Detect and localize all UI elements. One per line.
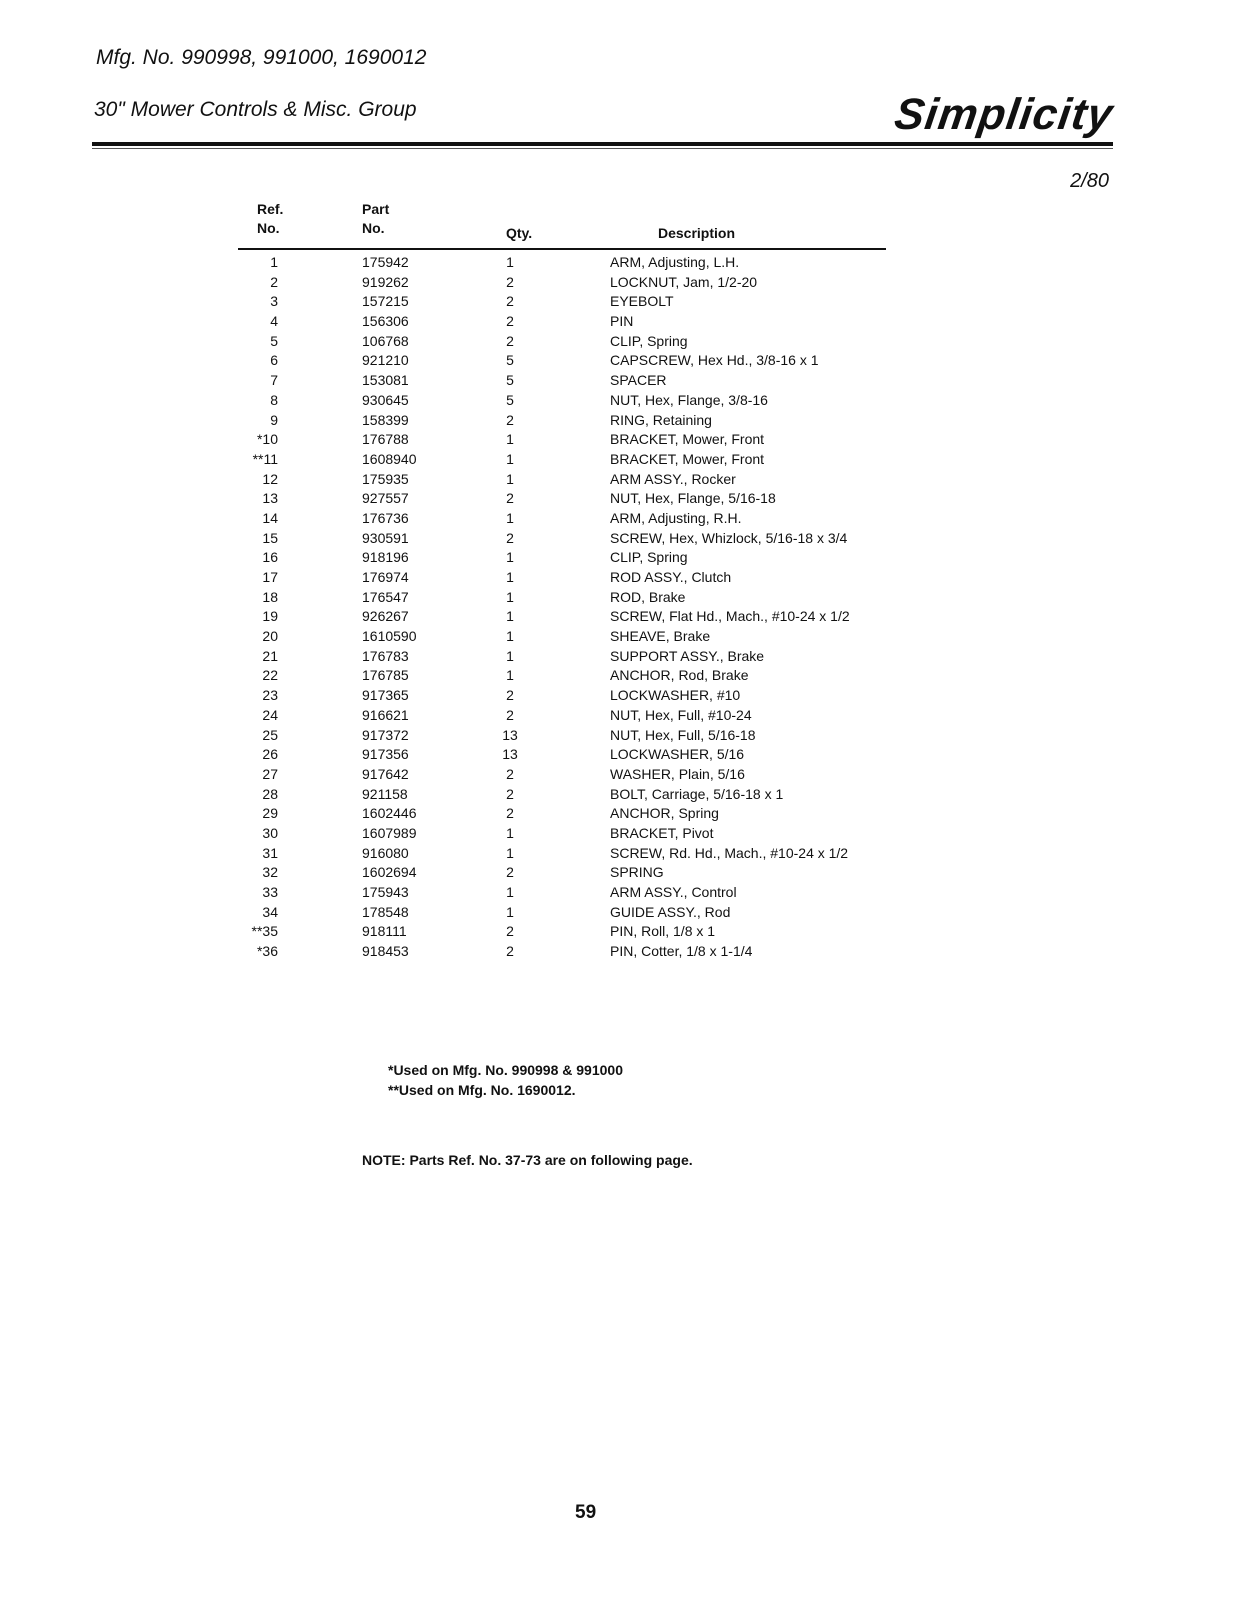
col-ref-line1: Ref. [257,201,284,217]
row-qty: 1 [506,588,514,605]
row-ref: 20 [262,628,278,645]
row-ref: 34 [262,903,278,920]
row-description: SCREW, Rd. Hd., Mach., #10-24 x 1/2 [610,844,849,861]
row-qty: 1 [506,844,514,861]
row-description: SPRING [610,864,664,881]
row-part-no: 917356 [362,746,409,763]
row-qty: 2 [506,332,514,349]
table-row [0,942,1237,962]
row-description: ARM, Adjusting, L.H. [610,254,740,270]
table-row [0,785,1237,805]
table-row [0,804,1237,824]
row-qty: 2 [506,923,514,940]
table-row [0,765,1237,785]
header-rule [92,142,1113,146]
row-qty: 1 [506,569,514,585]
col-ref-header [257,200,283,238]
col-part-line2: No. [362,220,385,236]
col-ref-line2: No. [257,220,280,236]
row-part-no: 926267 [362,608,409,625]
row-part-no: 919262 [362,273,409,290]
row-description: NUT, Hex, Full, #10-24 [610,706,752,723]
row-ref: *36 [256,943,278,960]
row-description: CLIP, Spring [610,332,688,349]
row-part-no: 176974 [362,569,409,585]
row-qty: 1 [506,884,514,900]
row-ref: 27 [262,765,278,782]
col-part-line1: Part [362,201,390,217]
table-row [0,607,1237,627]
table-row [0,450,1237,470]
row-ref: 23 [262,687,278,704]
row-qty: 2 [506,687,514,704]
table-row [0,529,1237,549]
row-description: GUIDE ASSY., Rod [610,903,731,920]
row-part-no: 917372 [362,726,409,743]
row-description: PIN [610,313,634,330]
row-description: WASHER, Plain, 5/16 [610,765,745,782]
row-description: ANCHOR, Rod, Brake [610,667,749,684]
table-row [0,332,1237,352]
row-qty: 1 [506,254,514,270]
row-description: LOCKWASHER, 5/16 [610,746,745,763]
row-qty: 2 [506,765,514,782]
row-description: ARM ASSY., Control [610,884,737,900]
table-row [0,647,1237,667]
row-description: CAPSCREW, Hex Hd., 3/8-16 x 1 [610,352,819,369]
row-part-no: 1602694 [362,864,417,881]
row-part-no: 1602446 [362,805,417,822]
row-ref: 28 [262,785,278,802]
row-ref: 24 [262,706,278,723]
table-row [0,391,1237,411]
row-qty: 1 [506,628,514,645]
footnote-single-star: *Used on Mfg. No. 990998 & 991000 [388,1062,623,1078]
table-row [0,666,1237,686]
row-ref: 31 [262,844,278,861]
row-ref: 12 [262,470,278,487]
row-qty: 2 [506,411,514,428]
row-qty: 1 [506,509,514,526]
table-row [0,568,1237,588]
table-row [0,745,1237,765]
row-description: BRACKET, Mower, Front [610,450,765,467]
row-part-no: 917365 [362,687,409,704]
row-qty: 2 [506,313,514,330]
row-qty: 2 [506,706,514,723]
row-ref: **11 [252,450,278,467]
revision-date: 2/80 [1070,170,1109,192]
row-part-no: 930645 [362,391,409,408]
table-row [0,351,1237,371]
row-ref: 4 [270,313,278,330]
row-ref: 32 [262,864,278,881]
row-description: BOLT, Carriage, 5/16-18 x 1 [610,785,784,802]
table-row [0,706,1237,726]
row-part-no: 927557 [362,490,409,507]
row-ref: 1 [270,254,278,270]
row-part-no: 176785 [362,667,409,684]
row-description: PIN, Roll, 1/8 x 1 [610,923,716,940]
row-description: SPACER [610,372,667,389]
row-description: CLIP, Spring [610,549,688,566]
row-ref: 22 [262,667,278,684]
row-qty: 5 [506,352,514,369]
row-part-no: 106768 [362,332,409,349]
table-row [0,312,1237,332]
table-row [0,253,1237,273]
row-ref: 15 [262,529,278,546]
row-ref: 26 [262,746,278,763]
row-part-no: 176783 [362,647,409,664]
row-ref: 9 [270,411,278,428]
row-part-no: 918453 [362,943,409,960]
row-ref: 5 [270,332,278,349]
footnote-double-star: **Used on Mfg. No. 1690012. [388,1082,576,1098]
row-qty: 2 [506,273,514,290]
table-row [0,588,1237,608]
row-part-no: 916080 [362,844,409,861]
row-part-no: 916621 [362,706,409,723]
row-ref: 3 [270,293,278,310]
table-row [0,273,1237,293]
group-title: 30" Mower Controls & Misc. Group [94,98,417,121]
table-row [0,922,1237,942]
row-part-no: 158399 [362,411,409,428]
row-qty: 2 [506,864,514,881]
row-description: ROD, Brake [610,588,686,605]
row-qty: 1 [506,824,514,841]
table-row [0,883,1237,903]
row-ref: 14 [262,509,278,526]
row-qty: 1 [506,549,514,566]
row-ref: *10 [256,431,278,448]
table-row [0,371,1237,391]
table-row [0,844,1237,864]
row-ref: 6 [270,352,278,369]
table-row [0,470,1237,490]
row-ref: 17 [262,569,278,585]
row-part-no: 1607989 [362,824,417,841]
col-qty-header: Qty. [506,225,533,241]
row-qty: 1 [506,667,514,684]
table-row [0,863,1237,883]
row-part-no: 918111 [362,923,407,940]
row-part-no: 1608940 [362,450,417,467]
row-qty: 5 [506,372,514,389]
row-description: ANCHOR, Spring [610,805,719,822]
table-row [0,726,1237,746]
continuation-note: NOTE: Parts Ref. No. 37-73 are on following page. [362,1152,693,1168]
table-row [0,411,1237,431]
row-ref: 30 [262,824,278,841]
table-row [0,548,1237,568]
parts-table-body [0,253,1237,962]
mfg-numbers: Mfg. No. 990998, 991000, 1690012 [96,46,427,69]
row-qty: 2 [506,490,514,507]
row-qty: 2 [506,529,514,546]
table-row [0,509,1237,529]
row-qty: 2 [506,943,514,960]
row-description: NUT, Hex, Flange, 5/16-18 [610,490,776,507]
row-part-no: 178548 [362,903,409,920]
row-ref: 19 [262,608,278,625]
col-part-header [362,200,389,238]
row-ref: 16 [262,549,278,566]
row-part-no: 1610590 [362,628,417,645]
row-part-no: 175943 [362,884,409,900]
row-part-no: 176736 [362,509,409,526]
row-ref: 13 [262,490,278,507]
row-ref: 2 [270,273,278,290]
row-description: SHEAVE, Brake [610,628,711,645]
row-description: BRACKET, Pivot [610,824,714,841]
row-qty: 1 [506,647,514,664]
row-description: NUT, Hex, Flange, 3/8-16 [610,391,768,408]
row-part-no: 156306 [362,313,409,330]
row-part-no: 175935 [362,470,409,487]
header-rule-thin [92,148,1113,149]
row-part-no: 157215 [362,293,409,310]
row-qty: 2 [506,785,514,802]
row-description: PIN, Cotter, 1/8 x 1-1/4 [610,943,753,960]
row-part-no: 930591 [362,529,409,546]
row-qty: 1 [506,431,514,448]
row-part-no: 175942 [362,254,409,270]
row-qty: 2 [506,293,514,310]
table-row [0,824,1237,844]
row-description: LOCKNUT, Jam, 1/2-20 [610,273,758,290]
parts-table-header [0,200,1237,248]
row-part-no: 176788 [362,431,409,448]
row-qty: 1 [506,470,514,487]
row-description: BRACKET, Mower, Front [610,431,765,448]
row-ref: **35 [251,923,278,940]
row-ref: 33 [262,884,278,900]
row-part-no: 176547 [362,588,409,605]
table-row [0,903,1237,923]
row-description: ARM ASSY., Rocker [610,470,736,487]
row-qty: 13 [502,746,518,763]
table-row [0,686,1237,706]
row-qty: 5 [506,391,514,408]
row-description: ARM, Adjusting, R.H. [610,509,742,526]
row-part-no: 921210 [362,352,409,369]
row-qty: 1 [506,608,514,625]
table-row [0,489,1237,509]
row-qty: 1 [506,903,514,920]
row-ref: 8 [270,391,278,408]
row-qty: 1 [506,450,514,467]
row-description: SCREW, Flat Hd., Mach., #10-24 x 1/2 [610,608,850,625]
row-description: NUT, Hex, Full, 5/16-18 [610,726,756,743]
row-ref: 18 [262,588,278,605]
table-header-rule [238,248,886,250]
row-description: SCREW, Hex, Whizlock, 5/16-18 x 3/4 [610,529,848,546]
row-part-no: 153081 [362,372,409,389]
row-qty: 2 [506,805,514,822]
row-description: RING, Retaining [610,411,712,428]
row-part-no: 917642 [362,765,409,782]
row-part-no: 918196 [362,549,409,566]
row-qty: 13 [502,726,518,743]
row-ref: 25 [262,726,278,743]
row-description: ROD ASSY., Clutch [610,569,732,585]
row-ref: 7 [270,372,278,389]
table-row [0,292,1237,312]
row-ref: 29 [262,805,278,822]
page-number: 59 [575,1502,597,1523]
brand-logo: Simplicity [891,90,1117,139]
table-row [0,627,1237,647]
col-desc-header: Description [658,225,736,241]
row-description: SUPPORT ASSY., Brake [610,647,765,664]
table-row [0,430,1237,450]
row-part-no: 921158 [362,785,408,802]
row-ref: 21 [262,647,278,664]
row-description: EYEBOLT [610,293,674,310]
row-description: LOCKWASHER, #10 [610,687,741,704]
